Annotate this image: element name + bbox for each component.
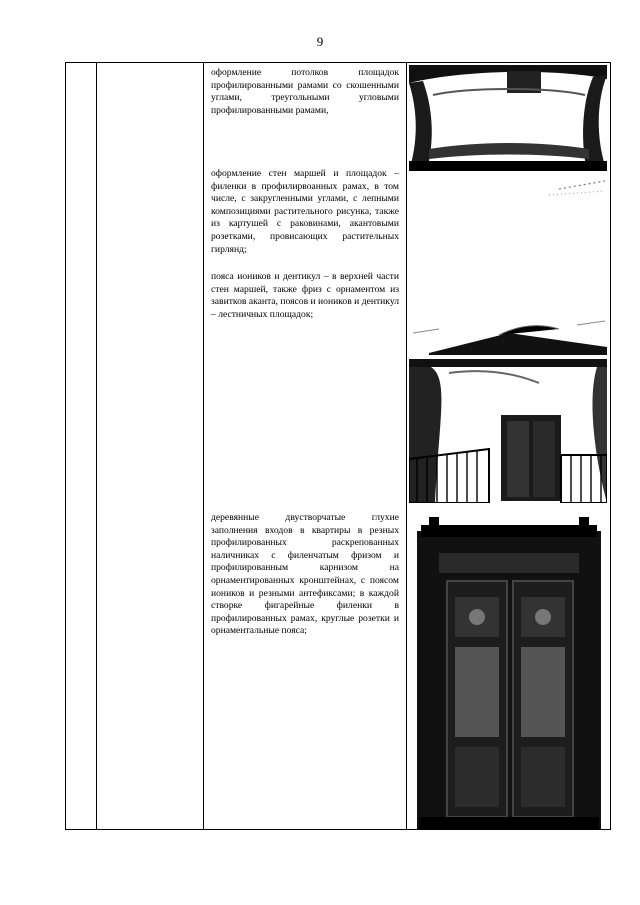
description-item: деревянные двустворчатые глухие заполнения входов в квартиры в резных профилированных раскрепованных наличниках с филенчатым фризом и профилированным карнизом на орнаментированных кронштейнах, с поясом иоников и резными антефиксами; в каждой створке фигарейные филенки в профилированных рамах, круглые розетки и орнаментальные пояса; — [211, 512, 399, 637]
column-divider — [96, 63, 97, 829]
description-item: оформление стен маршей и площадок – филенки в профилирвоанных рамах, в том числе, с закругленными углами, с лепными композициями растительного рисунка, также из картушей с раковинами, акантовыми розетками, провисающих растительных гирлянд; — [211, 168, 399, 255]
column-divider — [406, 63, 407, 829]
double-door-photo — [409, 517, 607, 829]
description-item: оформление потолков площадок профилированными рамами со скошенными углами, треугольными угловыми профилированными рамами, — [211, 67, 399, 116]
description-item: пояса иоников и дентикул – в верхней части стен маршей, также фриз с орнаментом из завитков аканта, поясов и иоников и дентикул – лестничных площадок; — [211, 271, 399, 320]
page-number: 9 — [316, 34, 324, 49]
wall-frieze-photo — [409, 175, 607, 355]
object-table — [65, 62, 611, 830]
staircase-photo — [409, 359, 607, 503]
ceiling-photo — [409, 65, 607, 171]
column-divider — [203, 63, 204, 829]
